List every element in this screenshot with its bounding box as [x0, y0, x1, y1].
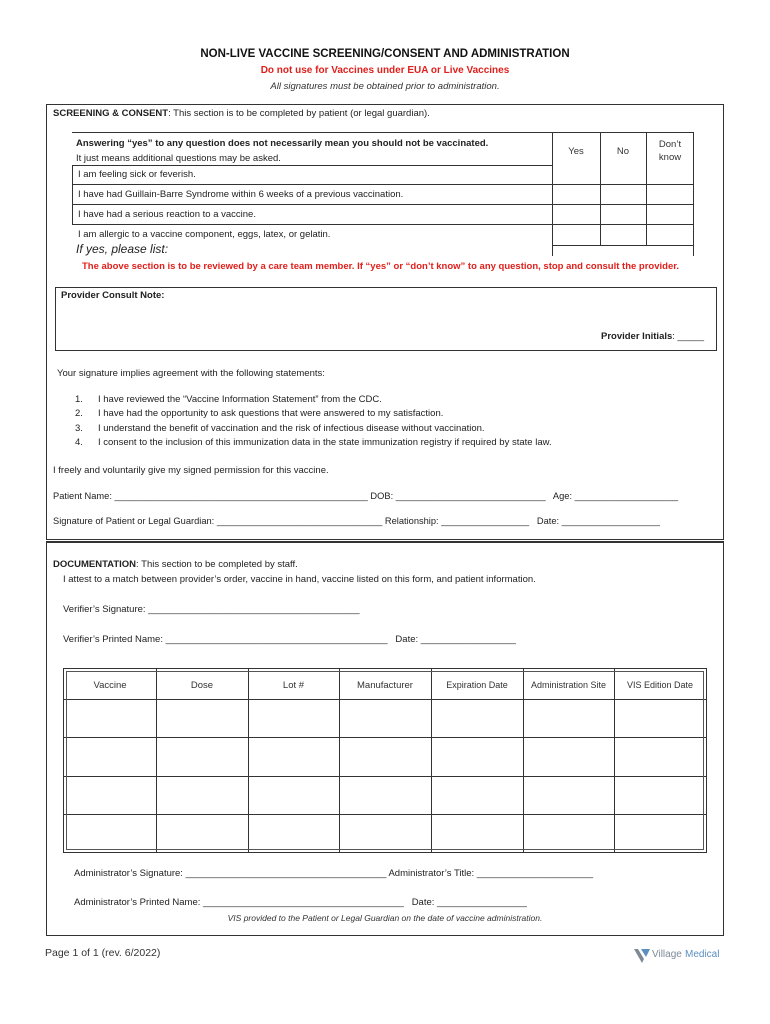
documentation-heading-desc: : This section to be completed by staff. — [136, 559, 298, 570]
statement-2-num: 2. — [75, 408, 83, 419]
statement-4-num: 4. — [75, 437, 83, 448]
permission-statement: I freely and voluntarily give my signed permission for this vaccine. — [53, 465, 329, 476]
answer-reaction-yes[interactable] — [553, 205, 599, 224]
question-sick: I am feeling sick or feverish. — [78, 169, 196, 180]
question-allergy: I am allergic to a vaccine component, eggs, latex, or gelatin. — [78, 229, 331, 240]
screening-heading — [53, 108, 430, 119]
answer-gbs-dont-know[interactable] — [647, 185, 693, 204]
col-vaccine: Vaccine — [93, 680, 127, 691]
question-guillain-barre: I have had Guillain-Barre Syndrome within 6 weeks of a previous vaccination. — [78, 189, 404, 200]
answer-allergy-no[interactable] — [601, 225, 645, 245]
table-row[interactable] — [67, 815, 703, 850]
statement-3-num: 3. — [75, 423, 83, 434]
col-dose: Dose — [190, 680, 214, 691]
page-number: Page 1 of 1 (rev. 6/2022) — [45, 947, 161, 959]
column-yes: Yes — [568, 146, 584, 157]
answer-reaction-no[interactable] — [601, 205, 645, 224]
screening-table — [72, 132, 694, 256]
signature-note: All signatures must be obtained prior to administration. — [270, 81, 500, 92]
provider-initials-label: Provider Initials — [601, 331, 673, 342]
col-manufacturer: Manufacturer — [357, 680, 413, 691]
statement-2-text: I have had the opportunity to ask questions that were answered to my satisfaction. — [98, 408, 444, 419]
admin-signature-line[interactable]: Administrator’s Signature: ______________________________________ Administrator’s Title: ______________________ — [74, 868, 594, 879]
screening-intro-normal: It just means additional questions may be asked. — [76, 153, 281, 164]
form-title: NON-LIVE VACCINE SCREENING/CONSENT AND ADMINISTRATION — [200, 48, 570, 60]
question-serious-reaction: I have had a serious reaction to a vaccine. — [78, 209, 256, 220]
statement-4-text: I consent to the inclusion of this immunization data in the state immunization registry if required by state law. — [98, 437, 552, 448]
answer-gbs-no[interactable] — [601, 185, 645, 204]
vaccine-table — [63, 668, 707, 853]
logo-text-medical: Medical — [685, 949, 720, 960]
logo-text-village: Village — [652, 949, 682, 960]
provider-initials[interactable] — [601, 331, 704, 342]
provider-initials-line: : _____ — [672, 331, 704, 342]
column-no: No — [616, 146, 630, 157]
table-row[interactable] — [67, 738, 703, 776]
answer-sick-dont-know[interactable] — [647, 166, 693, 184]
screening-heading-label: SCREENING & CONSENT — [53, 108, 169, 119]
col-vis-edition-date: VIS Edition Date — [626, 680, 694, 690]
answer-sick-yes[interactable] — [553, 166, 599, 184]
answer-gbs-yes[interactable] — [553, 185, 599, 204]
col-lot: Lot # — [282, 680, 305, 691]
signature-line[interactable]: Signature of Patient or Legal Guardian: ________________________________ Relationship: _________________ Date: ___________________ — [53, 516, 660, 526]
statement-1-num: 1. — [75, 394, 83, 405]
answer-allergy-yes[interactable] — [553, 225, 599, 245]
documentation-heading — [53, 559, 298, 570]
village-medical-logo-mark-icon — [633, 946, 651, 966]
statement-1-text: I have reviewed the “Vaccine Information Statement” from the CDC. — [98, 394, 382, 405]
documentation-heading-label: DOCUMENTATION — [53, 559, 137, 570]
table-row[interactable] — [67, 700, 703, 737]
admin-printed-line[interactable]: Administrator’s Printed Name: ______________________________________ Date: _________________ — [74, 897, 527, 908]
col-administration-site: Administration Site — [530, 680, 607, 690]
col-expiration-date: Expiration Date — [446, 680, 508, 690]
verifier-printed-line[interactable]: Verifier’s Printed Name: __________________________________________ Date: __________________ — [63, 634, 516, 645]
eua-warning: Do not use for Vaccines under EUA or Live Vaccines — [260, 65, 510, 76]
answer-reaction-dont-know[interactable] — [647, 205, 693, 224]
answer-sick-no[interactable] — [601, 166, 645, 184]
verifier-signature-line[interactable]: Verifier’s Signature: ________________________________________ — [63, 604, 360, 615]
review-warning: The above section is to be reviewed by a care team member. If “yes” or “don’t know” to any question, stop and consult the provider. — [82, 261, 680, 272]
answer-allergy-dont-know[interactable] — [647, 225, 693, 245]
provider-consult-label: Provider Consult Note: — [61, 290, 165, 301]
attest-statement: I attest to a match between provider’s order, vaccine in hand, vaccine listed on this form, and patient information. — [63, 574, 536, 585]
screening-intro-bold: Answering “yes” to any question does not necessarily mean you should not be vaccinated. — [76, 138, 489, 149]
statement-3-text: I understand the benefit of vaccination and the risk of infectious disease without vaccination. — [98, 423, 485, 434]
if-yes-list: If yes, please list: — [76, 242, 169, 256]
village-medical-logo — [633, 944, 733, 968]
column-dont-know: Don’t know — [658, 139, 682, 163]
consent-intro: Your signature implies agreement with the following statements: — [57, 368, 325, 379]
table-row[interactable] — [67, 777, 703, 814]
patient-name-line[interactable]: Patient Name: _________________________________________________ DOB: _____________________________ Age: ____________________ — [53, 491, 679, 501]
vis-provided-note: VIS provided to the Patient or Legal Guardian on the date of vaccine administration. — [227, 913, 543, 923]
screening-heading-desc: : This section is to be completed by patient (or legal guardian). — [168, 108, 430, 119]
